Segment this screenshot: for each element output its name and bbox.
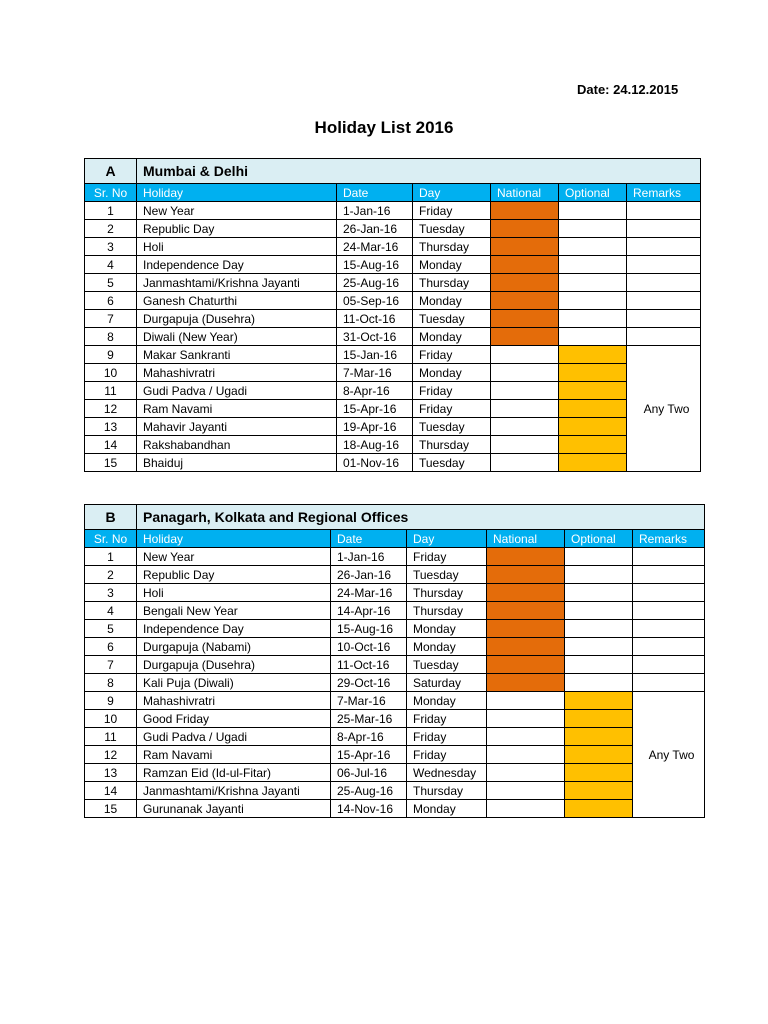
date-cell: 15-Apr-16	[331, 746, 407, 764]
national-marker-cell	[491, 274, 559, 292]
sr-no-cell: 14	[85, 436, 137, 454]
national-marker-cell	[487, 620, 565, 638]
sr-no-cell: 10	[85, 710, 137, 728]
national-marker-cell	[487, 764, 565, 782]
day-cell: Monday	[407, 692, 487, 710]
optional-marker-cell	[559, 382, 627, 400]
section-name: Panagarh, Kolkata and Regional Offices	[137, 505, 705, 530]
national-marker-cell	[491, 436, 559, 454]
table-row	[85, 274, 701, 292]
holiday-name-cell: Mahashivratri	[137, 692, 331, 710]
holiday-name-cell: Durgapuja (Nabami)	[137, 638, 331, 656]
sr-no-cell: 14	[85, 782, 137, 800]
table-row	[85, 638, 705, 656]
optional-marker-cell	[559, 418, 627, 436]
day-cell: Thursday	[407, 782, 487, 800]
date-cell: 19-Apr-16	[337, 418, 413, 436]
optional-marker-cell	[559, 346, 627, 364]
holiday-name-cell: Rakshabandhan	[137, 436, 337, 454]
optional-marker-cell	[559, 274, 627, 292]
table-row	[85, 674, 705, 692]
remarks-cell	[633, 638, 705, 656]
date-cell: 24-Mar-16	[337, 238, 413, 256]
holiday-name-cell: Independence Day	[137, 620, 331, 638]
header-optional: Optional	[565, 530, 633, 548]
optional-marker-cell	[565, 764, 633, 782]
national-marker-cell	[491, 418, 559, 436]
date-cell: 1-Jan-16	[337, 202, 413, 220]
day-cell: Saturday	[407, 674, 487, 692]
table-row	[85, 746, 705, 764]
column-header-row	[85, 184, 701, 202]
sr-no-cell: 3	[85, 238, 137, 256]
sr-no-cell: 11	[85, 728, 137, 746]
sr-no-cell: 15	[85, 800, 137, 818]
header-remarks: Remarks	[627, 184, 701, 202]
date-cell: 15-Jan-16	[337, 346, 413, 364]
day-cell: Monday	[407, 620, 487, 638]
national-marker-cell	[491, 454, 559, 472]
sr-no-cell: 8	[85, 328, 137, 346]
holiday-name-cell: Ram Navami	[137, 746, 331, 764]
sr-no-cell: 1	[85, 548, 137, 566]
holiday-name-cell: Durgapuja (Dusehra)	[137, 656, 331, 674]
section-header	[85, 505, 705, 530]
sr-no-cell: 6	[85, 638, 137, 656]
day-cell: Thursday	[407, 602, 487, 620]
remarks-cell	[633, 620, 705, 638]
day-cell: Friday	[407, 728, 487, 746]
national-marker-cell	[491, 310, 559, 328]
section-header	[85, 159, 701, 184]
date-cell: 11-Oct-16	[337, 310, 413, 328]
table-row	[85, 346, 701, 364]
sr-no-cell: 4	[85, 256, 137, 274]
day-cell: Tuesday	[413, 454, 491, 472]
sr-no-cell: 10	[85, 364, 137, 382]
holiday-name-cell: Bengali New Year	[137, 602, 331, 620]
date-cell: 24-Mar-16	[331, 584, 407, 602]
date-cell: 8-Apr-16	[331, 728, 407, 746]
sr-no-cell: 11	[85, 382, 137, 400]
day-cell: Friday	[413, 346, 491, 364]
national-marker-cell	[491, 256, 559, 274]
day-cell: Friday	[407, 710, 487, 728]
header-sr-no: Sr. No	[85, 530, 137, 548]
national-marker-cell	[491, 346, 559, 364]
optional-marker-cell	[565, 584, 633, 602]
sr-no-cell: 12	[85, 400, 137, 418]
sr-no-cell: 9	[85, 692, 137, 710]
day-cell: Monday	[407, 800, 487, 818]
table-row	[85, 292, 701, 310]
holiday-name-cell: Mahashivratri	[137, 364, 337, 382]
header-national: National	[487, 530, 565, 548]
date-cell: 7-Mar-16	[331, 692, 407, 710]
national-marker-cell	[487, 566, 565, 584]
day-cell: Friday	[407, 746, 487, 764]
day-cell: Tuesday	[413, 418, 491, 436]
header-holiday: Holiday	[137, 530, 331, 548]
optional-marker-cell	[559, 400, 627, 418]
table-row	[85, 436, 701, 454]
header-day: Day	[413, 184, 491, 202]
sr-no-cell: 6	[85, 292, 137, 310]
national-marker-cell	[487, 638, 565, 656]
date-cell: 8-Apr-16	[337, 382, 413, 400]
sr-no-cell: 5	[85, 274, 137, 292]
holiday-name-cell: Janmashtami/Krishna Jayanti	[137, 782, 331, 800]
table-row	[85, 548, 705, 566]
national-marker-cell	[487, 782, 565, 800]
date-cell: 15-Aug-16	[337, 256, 413, 274]
optional-marker-cell	[559, 364, 627, 382]
sr-no-cell: 13	[85, 418, 137, 436]
day-cell: Monday	[413, 256, 491, 274]
optional-marker-cell	[559, 310, 627, 328]
holiday-name-cell: Gudi Padva / Ugadi	[137, 382, 337, 400]
national-marker-cell	[487, 692, 565, 710]
national-marker-cell	[491, 400, 559, 418]
date-cell: 15-Apr-16	[337, 400, 413, 418]
day-cell: Friday	[413, 382, 491, 400]
holiday-name-cell: Ram Navami	[137, 400, 337, 418]
optional-marker-cell	[565, 800, 633, 818]
day-cell: Monday	[413, 292, 491, 310]
optional-marker-cell	[565, 638, 633, 656]
remarks-cell	[627, 274, 701, 292]
day-cell: Friday	[413, 400, 491, 418]
day-cell: Friday	[413, 202, 491, 220]
sr-no-cell: 1	[85, 202, 137, 220]
national-marker-cell	[487, 602, 565, 620]
remarks-cell	[633, 656, 705, 674]
optional-marker-cell	[565, 710, 633, 728]
table-row	[85, 418, 701, 436]
header-national: National	[491, 184, 559, 202]
holiday-name-cell: Republic Day	[137, 220, 337, 238]
day-cell: Monday	[413, 364, 491, 382]
day-cell: Monday	[407, 638, 487, 656]
holiday-name-cell: Kali Puja (Diwali)	[137, 674, 331, 692]
remarks-cell	[633, 566, 705, 584]
day-cell: Monday	[413, 328, 491, 346]
holiday-name-cell: Makar Sankranti	[137, 346, 337, 364]
table-row	[85, 728, 705, 746]
sr-no-cell: 5	[85, 620, 137, 638]
table-row	[85, 692, 705, 710]
header-date: Date	[331, 530, 407, 548]
national-marker-cell	[491, 364, 559, 382]
sr-no-cell: 12	[85, 746, 137, 764]
sr-no-cell: 13	[85, 764, 137, 782]
holiday-name-cell: Holi	[137, 584, 331, 602]
optional-marker-cell	[559, 220, 627, 238]
section-name: Mumbai & Delhi	[137, 159, 701, 184]
header-optional: Optional	[559, 184, 627, 202]
national-marker-cell	[491, 202, 559, 220]
date-cell: 06-Jul-16	[331, 764, 407, 782]
table-row	[85, 620, 705, 638]
national-marker-cell	[491, 238, 559, 256]
date-cell: 29-Oct-16	[331, 674, 407, 692]
table-row	[85, 382, 701, 400]
day-cell: Thursday	[407, 584, 487, 602]
date-cell: 31-Oct-16	[337, 328, 413, 346]
day-cell: Tuesday	[413, 310, 491, 328]
holiday-name-cell: Ramzan Eid (Id-ul-Fitar)	[137, 764, 331, 782]
table-row	[85, 364, 701, 382]
date-cell: 14-Apr-16	[331, 602, 407, 620]
sr-no-cell: 3	[85, 584, 137, 602]
national-marker-cell	[487, 548, 565, 566]
national-marker-cell	[491, 328, 559, 346]
holiday-name-cell: Gurunanak Jayanti	[137, 800, 331, 818]
remarks-cell	[627, 202, 701, 220]
day-cell: Wednesday	[407, 764, 487, 782]
optional-marker-cell	[565, 692, 633, 710]
national-marker-cell	[487, 674, 565, 692]
document-date: Date: 24.12.2015	[577, 82, 679, 97]
header-holiday: Holiday	[137, 184, 337, 202]
table-row	[85, 782, 705, 800]
holiday-name-cell: Gudi Padva / Ugadi	[137, 728, 331, 746]
holiday-name-cell: New Year	[137, 202, 337, 220]
sr-no-cell: 9	[85, 346, 137, 364]
optional-marker-cell	[559, 436, 627, 454]
table-row	[85, 256, 701, 274]
sr-no-cell: 2	[85, 566, 137, 584]
date-cell: 18-Aug-16	[337, 436, 413, 454]
day-cell: Thursday	[413, 436, 491, 454]
holiday-name-cell: Independence Day	[137, 256, 337, 274]
day-cell: Friday	[407, 548, 487, 566]
national-marker-cell	[491, 220, 559, 238]
date-cell: 7-Mar-16	[337, 364, 413, 382]
holiday-name-cell: Mahavir Jayanti	[137, 418, 337, 436]
national-marker-cell	[487, 800, 565, 818]
table-row	[85, 710, 705, 728]
sr-no-cell: 8	[85, 674, 137, 692]
national-marker-cell	[487, 728, 565, 746]
holiday-name-cell: Bhaiduj	[137, 454, 337, 472]
date-cell: 15-Aug-16	[331, 620, 407, 638]
optional-marker-cell	[565, 674, 633, 692]
date-cell: 14-Nov-16	[331, 800, 407, 818]
remarks-cell	[633, 674, 705, 692]
day-cell: Tuesday	[413, 220, 491, 238]
date-cell: 25-Mar-16	[331, 710, 407, 728]
national-marker-cell	[487, 656, 565, 674]
holiday-table-panagarh-kolkata	[84, 504, 705, 818]
table-row	[85, 656, 705, 674]
table-row	[85, 238, 701, 256]
table-row	[85, 800, 705, 818]
optional-marker-cell	[559, 238, 627, 256]
date-cell: 26-Jan-16	[331, 566, 407, 584]
column-header-row	[85, 530, 705, 548]
remarks-cell	[633, 602, 705, 620]
section-letter: A	[85, 159, 137, 184]
table-row	[85, 220, 701, 238]
holiday-name-cell: Durgapuja (Dusehra)	[137, 310, 337, 328]
remarks-cell	[627, 292, 701, 310]
day-cell: Tuesday	[407, 566, 487, 584]
sr-no-cell: 2	[85, 220, 137, 238]
table-row	[85, 328, 701, 346]
date-cell: 1-Jan-16	[331, 548, 407, 566]
date-cell: 01-Nov-16	[337, 454, 413, 472]
day-cell: Thursday	[413, 274, 491, 292]
holiday-name-cell: Holi	[137, 238, 337, 256]
date-cell: 05-Sep-16	[337, 292, 413, 310]
section-letter: B	[85, 505, 137, 530]
holiday-name-cell: Diwali (New Year)	[137, 328, 337, 346]
table-row	[85, 310, 701, 328]
national-marker-cell	[487, 710, 565, 728]
remarks-cell	[627, 256, 701, 274]
header-date: Date	[337, 184, 413, 202]
table-row	[85, 454, 701, 472]
national-marker-cell	[487, 584, 565, 602]
optional-marker-cell	[565, 620, 633, 638]
table-row	[85, 400, 701, 418]
holiday-name-cell: New Year	[137, 548, 331, 566]
sr-no-cell: 15	[85, 454, 137, 472]
optional-marker-cell	[565, 746, 633, 764]
national-marker-cell	[491, 292, 559, 310]
page-title: Holiday List 2016	[314, 118, 454, 137]
optional-marker-cell	[559, 202, 627, 220]
holiday-table-mumbai-delhi	[84, 158, 701, 472]
date-cell: 26-Jan-16	[337, 220, 413, 238]
optional-marker-cell	[559, 454, 627, 472]
date-cell: 25-Aug-16	[331, 782, 407, 800]
date-cell: 25-Aug-16	[337, 274, 413, 292]
national-marker-cell	[491, 382, 559, 400]
holiday-name-cell: Janmashtami/Krishna Jayanti	[137, 274, 337, 292]
optional-marker-cell	[565, 782, 633, 800]
day-cell: Tuesday	[407, 656, 487, 674]
remarks-any-two: Any Two	[633, 692, 705, 818]
sr-no-cell: 7	[85, 656, 137, 674]
optional-marker-cell	[565, 566, 633, 584]
remarks-cell	[627, 238, 701, 256]
header-remarks: Remarks	[633, 530, 705, 548]
date-cell: 11-Oct-16	[331, 656, 407, 674]
remarks-any-two: Any Two	[627, 346, 701, 472]
optional-marker-cell	[565, 602, 633, 620]
table-row	[85, 202, 701, 220]
holiday-name-cell: Ganesh Chaturthi	[137, 292, 337, 310]
table-row	[85, 566, 705, 584]
optional-marker-cell	[565, 656, 633, 674]
date-cell: 10-Oct-16	[331, 638, 407, 656]
optional-marker-cell	[559, 292, 627, 310]
remarks-cell	[633, 548, 705, 566]
sr-no-cell: 7	[85, 310, 137, 328]
table-row	[85, 602, 705, 620]
sr-no-cell: 4	[85, 602, 137, 620]
table-row	[85, 764, 705, 782]
optional-marker-cell	[565, 548, 633, 566]
day-cell: Thursday	[413, 238, 491, 256]
remarks-cell	[627, 310, 701, 328]
header-day: Day	[407, 530, 487, 548]
remarks-cell	[627, 220, 701, 238]
holiday-name-cell: Good Friday	[137, 710, 331, 728]
holiday-name-cell: Republic Day	[137, 566, 331, 584]
remarks-cell	[627, 328, 701, 346]
table-row	[85, 584, 705, 602]
header-sr-no: Sr. No	[85, 184, 137, 202]
optional-marker-cell	[565, 728, 633, 746]
optional-marker-cell	[559, 256, 627, 274]
optional-marker-cell	[559, 328, 627, 346]
remarks-cell	[633, 584, 705, 602]
national-marker-cell	[487, 746, 565, 764]
